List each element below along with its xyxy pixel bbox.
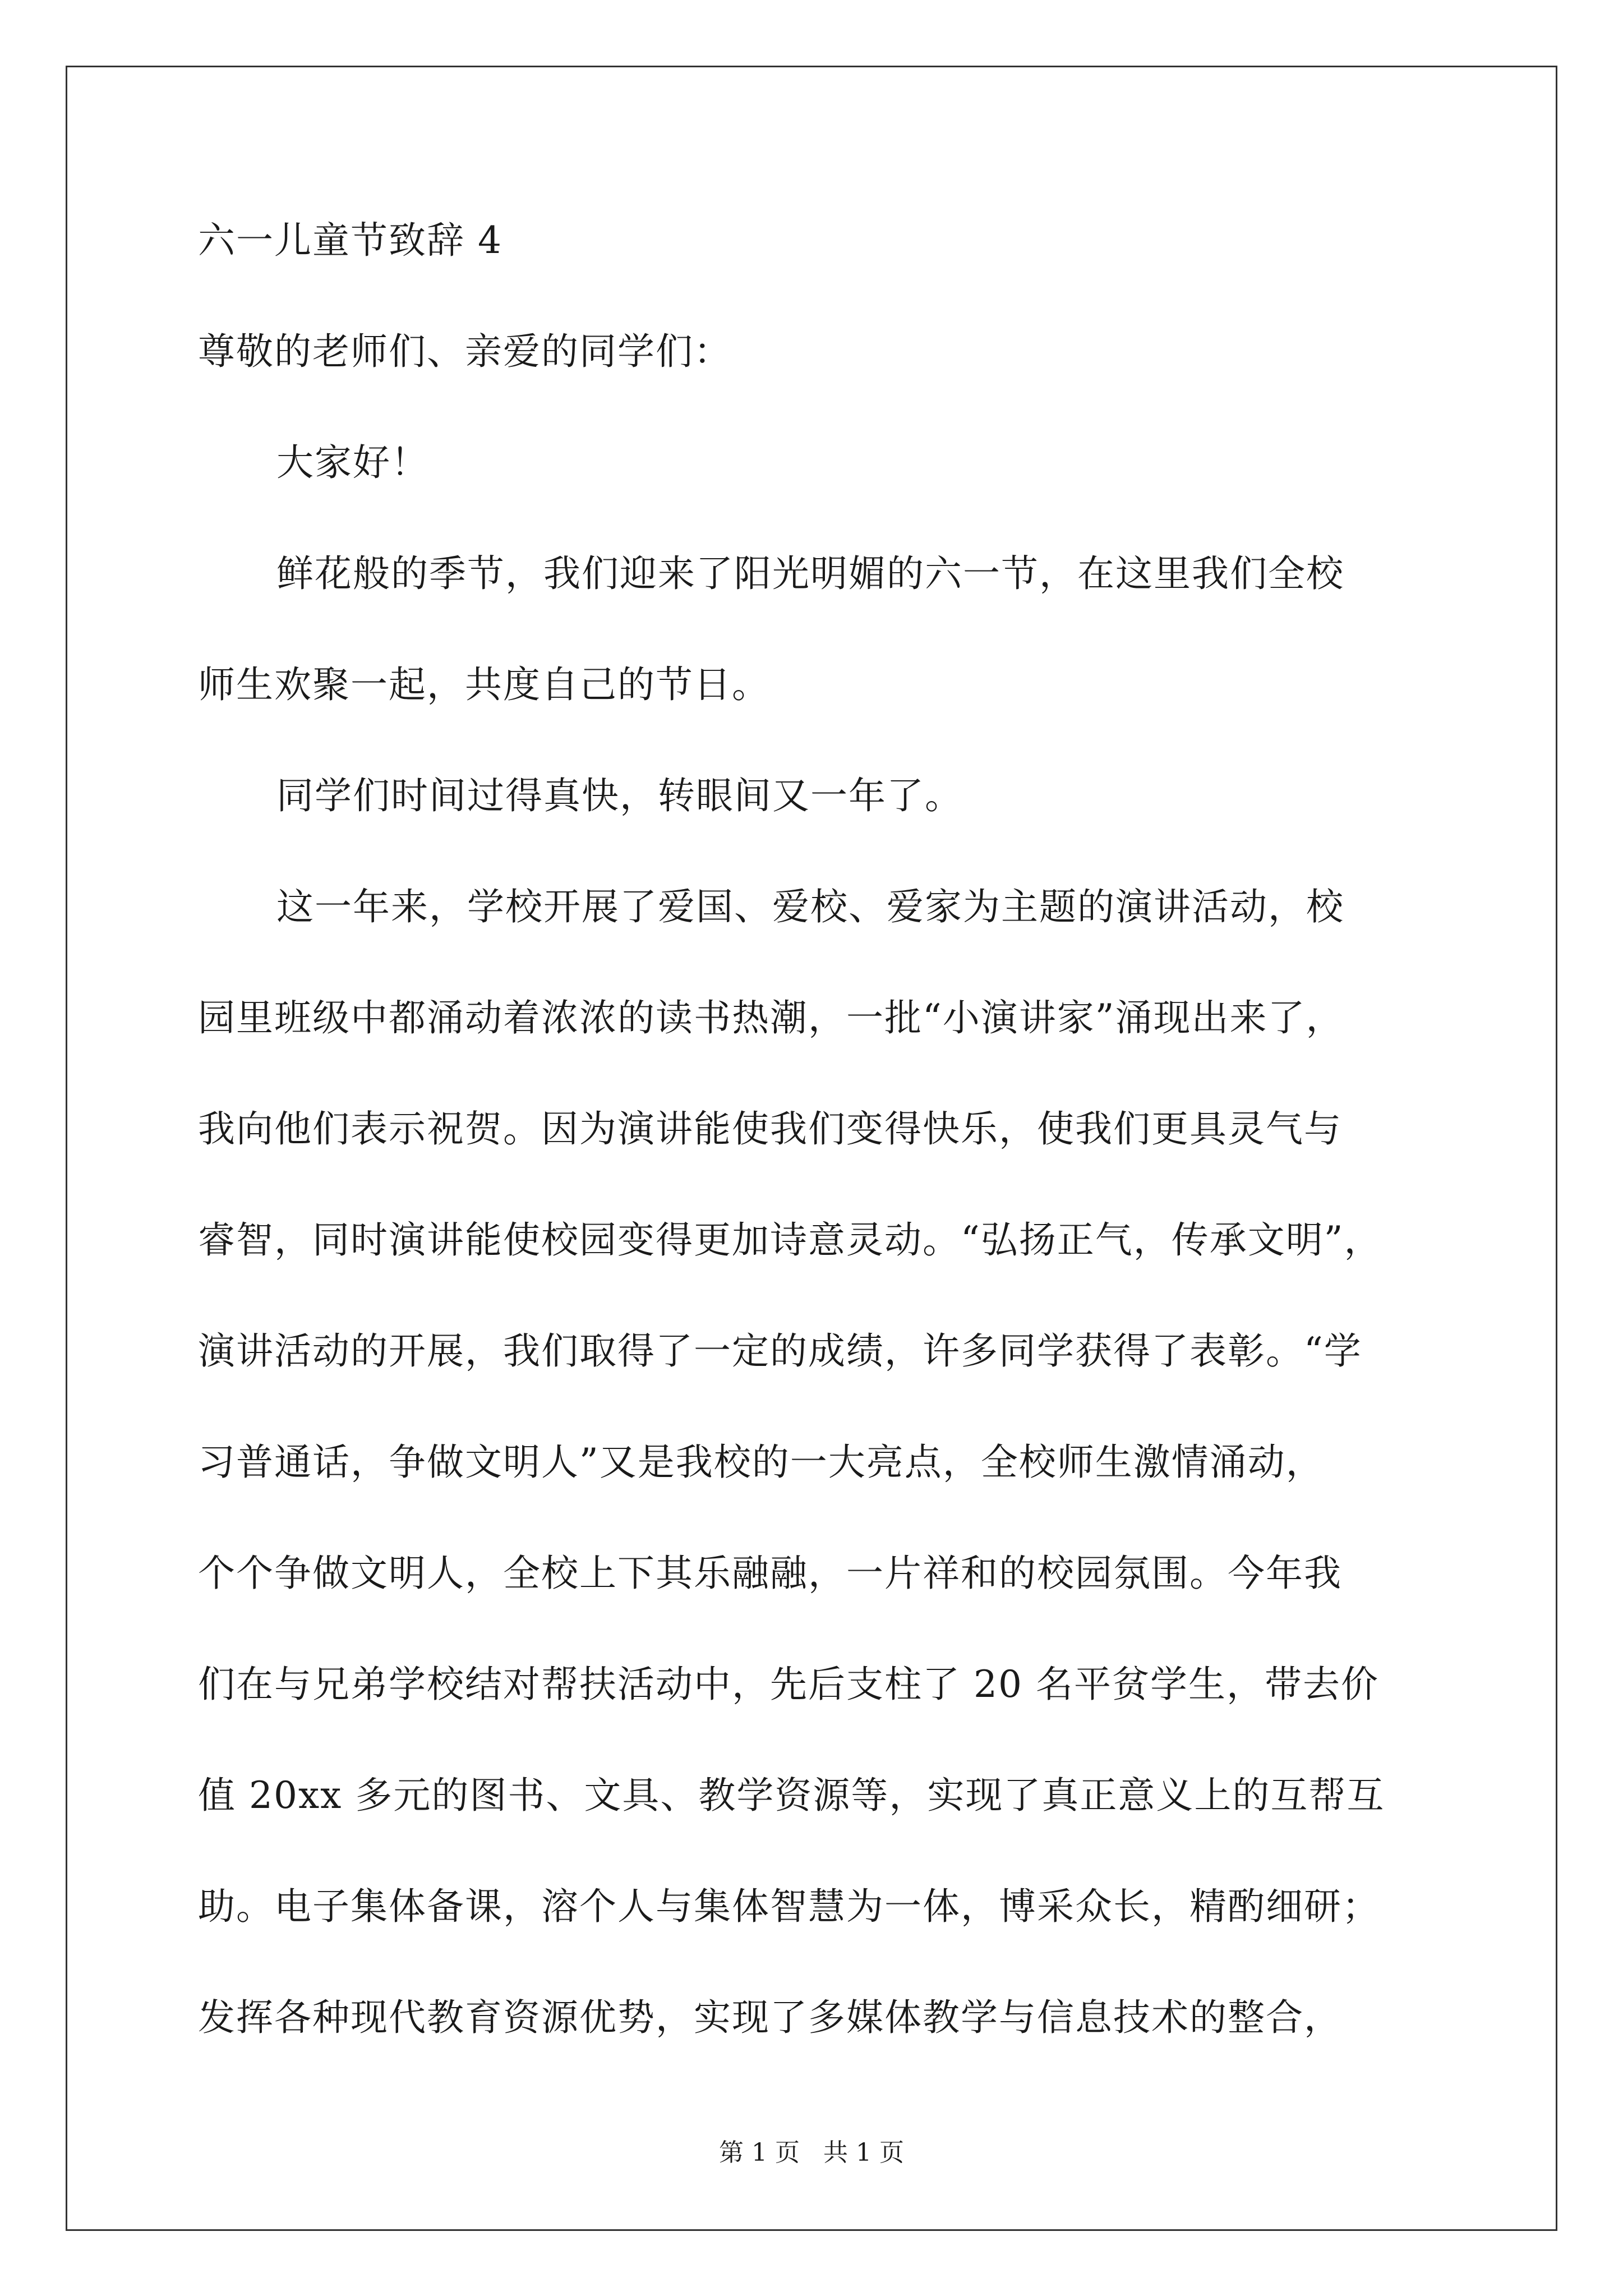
document-body	[198, 185, 1488, 2073]
body-line: 助。电子集体备课，溶个人与集体智慧为一体，博采众长，精酌细研；	[198, 1885, 1380, 1928]
body-line: 睿智，同时演讲能使校园变得更加诗意灵动。“弘扬正气，传承文明”，	[198, 1218, 1382, 1262]
document-title: 六一儿童节致辞 4	[198, 219, 502, 262]
body-line: 师生欢聚一起，共度自己的节日。	[198, 663, 770, 706]
body-line: 我向他们表示祝贺。因为演讲能使我们变得快乐，使我们更具灵气与	[198, 1107, 1342, 1151]
body-line: 习普通话，争做文明人”又是我校的一大亮点，全校师生激情涌动，	[198, 1441, 1324, 1484]
body-line: 鲜花般的季节，我们迎来了阳光明媚的六一节，在这里我们全校	[276, 552, 1344, 595]
body-line: 值 20xx 多元的图书、文具、教学资源等，实现了真正意义上的互帮互	[198, 1774, 1385, 1817]
greeting: 尊敬的老师们、亲爱的同学们：	[198, 330, 732, 373]
page-number: 第 1 页 共 1 页	[719, 2138, 904, 2167]
body-line: 演讲活动的开展，我们取得了一定的成绩，许多同学获得了表彰。“学	[198, 1329, 1362, 1373]
body-line: 发挥各种现代教育资源优势，实现了多媒体教学与信息技术的整合，	[198, 1996, 1342, 2039]
body-line: 个个争做文明人，全校上下其乐融融，一片祥和的校园氛围。今年我	[198, 1552, 1342, 1595]
body-lines	[198, 407, 1488, 2073]
body-line: 大家好！	[276, 441, 429, 484]
body-line: 同学们时间过得真快，转眼间又一年了。	[276, 774, 963, 817]
body-line: 们在与兄弟学校结对帮扶活动中，先后支柱了 20 名平贫学生，带去价	[198, 1663, 1379, 1706]
body-line: 这一年来，学校开展了爱国、爱校、爱家为主题的演讲活动，校	[276, 885, 1344, 928]
body-line: 园里班级中都涌动着浓浓的读书热潮，一批“小演讲家”涌现出来了，	[198, 996, 1344, 1039]
